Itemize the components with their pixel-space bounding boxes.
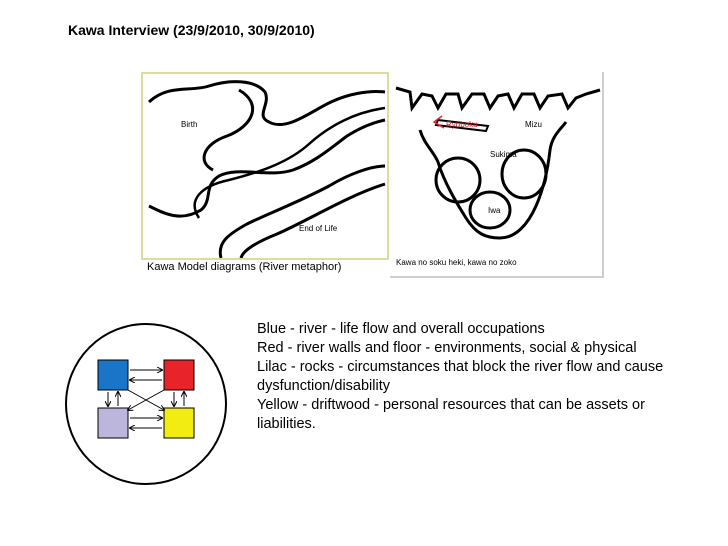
river-curl xyxy=(204,90,253,170)
river-wall-and-floor xyxy=(396,88,600,108)
water-label: Mizu xyxy=(525,120,542,129)
birth-label: Birth xyxy=(181,120,198,129)
legend-line-yellow: Yellow - driftwood - personal resources that can be assets or liabilities. xyxy=(257,397,645,432)
river-cross-section-diagram xyxy=(390,72,604,278)
river-mouth-channel xyxy=(220,166,385,258)
river-inner-wall-left xyxy=(195,108,385,218)
lilac-square xyxy=(98,408,128,438)
driftwood-label: Ryuboku xyxy=(446,120,478,129)
page-title: Kawa Interview (23/9/2010, 30/9/2010) xyxy=(68,22,315,38)
color-key-diagram xyxy=(64,322,228,486)
end-of-life-label: End of Life xyxy=(299,224,338,233)
gap-label: Sukima xyxy=(490,150,517,159)
legend-line-red: Red - river walls and floor - environments, social & physical xyxy=(257,340,637,356)
yellow-square xyxy=(164,408,194,438)
legend-line-lilac: Lilac - rocks - circumstances that block the river flow and cause dysfunction/disability xyxy=(257,359,664,394)
legend-line-blue: Blue - river - life flow and overall occupations xyxy=(257,321,545,337)
blue-square xyxy=(98,360,128,390)
river-drawing xyxy=(143,74,387,258)
river-of-life-diagram xyxy=(141,72,389,260)
rock-left xyxy=(436,158,480,202)
river-diagram-caption: Kawa Model diagrams (River metaphor) xyxy=(147,261,342,273)
outer-circle xyxy=(66,324,226,484)
cross-section-caption: Kawa no soku heki, kawa no zoko xyxy=(396,258,517,267)
rock-label: Iwa xyxy=(488,206,501,215)
red-square xyxy=(164,360,194,390)
cross-section-drawing xyxy=(390,72,602,276)
color-key-legend xyxy=(257,320,687,434)
color-key-svg xyxy=(64,322,228,486)
